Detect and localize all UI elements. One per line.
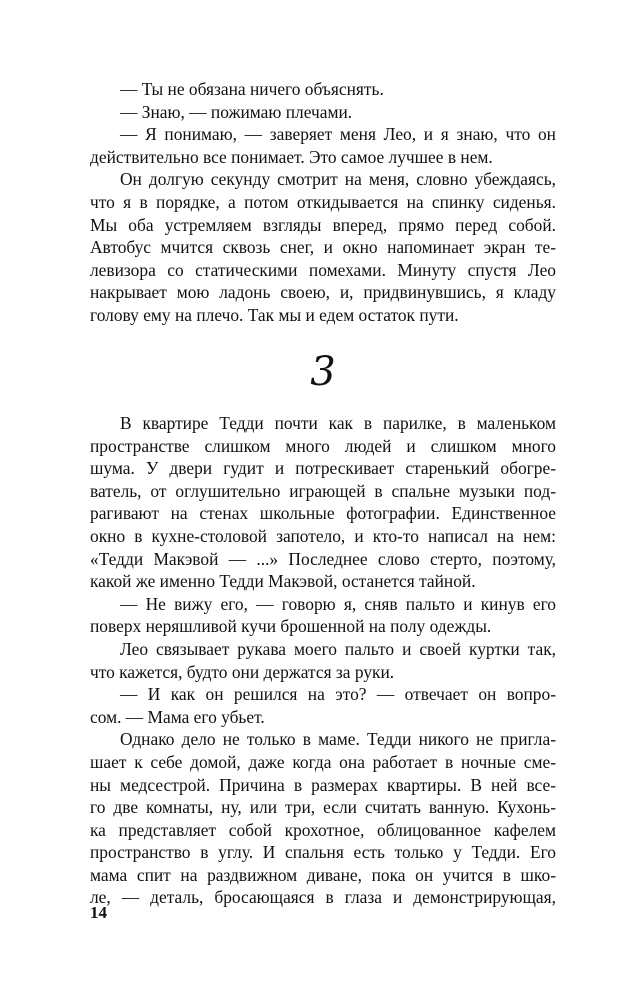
text-line: — Знаю, — пожимаю плечами. — [120, 101, 353, 122]
text-line: шума. У двери гудит и потрескивает старенький обогре- — [90, 458, 556, 479]
text-line: ватель, от оглушительно играющей в спальне музыки под- — [90, 480, 556, 501]
text-line: сом. — Мама его убьет. — [90, 706, 265, 727]
text-line: ле, — деталь, бросающаяся в глаза и демонстрирующая, — [90, 887, 556, 908]
text-line: «Тедди Макэвой — ...» Последнее слово стерто, поэтому, — [90, 548, 556, 569]
text-line: пространстве слишком много людей и слишком много — [90, 435, 556, 456]
text-line: Автобус мчится сквозь снег, и окно напоминает экран те- — [90, 237, 556, 258]
text-line: шает к себе домой, даже когда она работает в ночные сме- — [90, 751, 556, 772]
text-line: какой же именно Тедди Макэвой, останется тайной. — [90, 571, 476, 592]
text-line: — Не вижу его, — говорю я, сняв пальто и кинув его — [120, 593, 556, 614]
text-line: поверх неряшливой кучи брошенной на полу одежды. — [90, 616, 492, 637]
text-line: голову ему на плечо. Так мы и едем остаток пути. — [90, 304, 459, 325]
text-line: ны медсестрой. Причина в размерах квартиры. В ней все- — [90, 774, 556, 795]
text-line: что кажется, будто они держатся за руки. — [90, 661, 395, 682]
text-line: — Я понимаю, — заверяет меня Лео, и я знаю, что он — [120, 124, 556, 145]
text-line: Он долгую секунду смотрит на меня, словно убеждаясь, — [120, 169, 556, 190]
text-line: В квартире Тедди почти как в парилке, в маленьком — [120, 413, 556, 433]
text-line: окно в кухне-столовой запотело, и кто-то написал на нем: — [90, 525, 556, 546]
text-line: действительно все понимает. Это самое лучшее в нем. — [90, 146, 493, 167]
text-line: — И как он решился на это? — отвечает он вопро- — [120, 684, 556, 705]
text-line: накрывает мою ладонь своею, и, придвинувшись, я кладу — [90, 282, 556, 303]
text-line: — Ты не обязана ничего объяснять. — [120, 79, 384, 99]
text-line: Однако дело не только в маме. Тедди никого не пригла- — [120, 729, 556, 750]
text-line: пространство в углу. И спальня есть только у Тедди. Его — [90, 842, 556, 863]
text-line: мама спит на раздвижном диване, пока он учится в шко- — [90, 864, 556, 885]
chapter-number: 3 — [310, 349, 336, 395]
page-number: 14 — [90, 903, 107, 922]
text-line: го две комнаты, ну, или три, если считать ванную. Кухонь- — [90, 797, 556, 818]
text-line: Лео связывает рукава моего пальто и своей куртки так, — [120, 638, 556, 659]
text-line: Мы оба устремляем взгляды вперед, прямо перед собой. — [90, 214, 556, 235]
text-block-before-chapter — [90, 78, 556, 327]
text-line: рагивают на стенах школьные фотографии. Единственное — [90, 503, 556, 524]
text-line: левизора со статическими помехами. Минуту спустя Лео — [90, 259, 556, 280]
text-line: что я в порядке, а потом откидывается на спинку сиденья. — [90, 191, 556, 212]
text-block-chapter-3 — [90, 412, 556, 909]
text-line: ка представляет собой крохотное, облицованное кафелем — [90, 819, 556, 840]
